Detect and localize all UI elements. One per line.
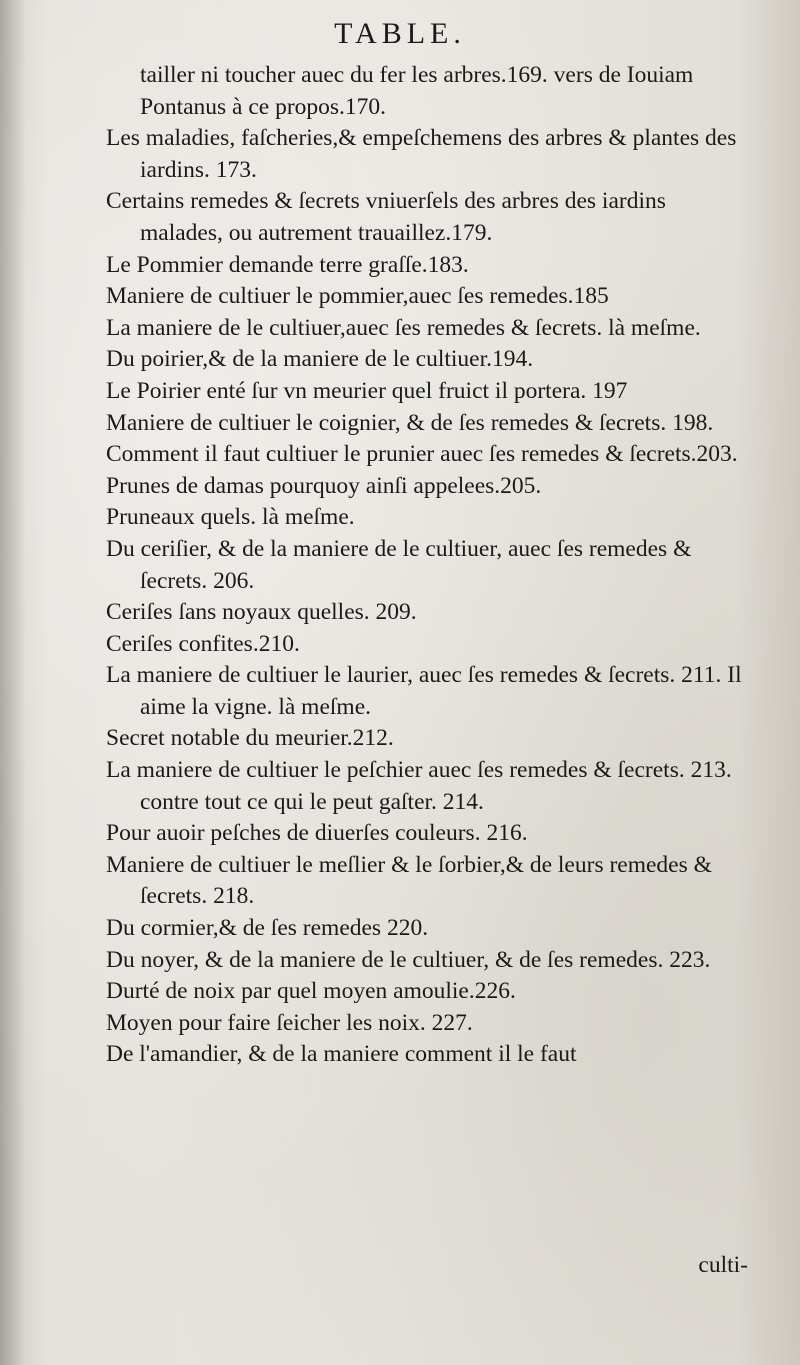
toc-entry: Durté de noix par quel moyen amoulie.226.	[106, 978, 516, 1005]
running-head-title: TABLE.	[334, 17, 466, 50]
toc-entry: Du poirier,& de la maniere de le cultiuer.194.	[106, 346, 534, 373]
toc-entry: Du noyer, & de la maniere de le cultiuer, & de ſes remedes. 223.	[106, 946, 711, 973]
toc-entry: La maniere de cultiuer le laurier, auec ſes remedes & ſecrets. 211. Il aime la vigne. là meſme.	[106, 662, 742, 720]
toc-entry: Les maladies, faſcheries,& empeſchemens des arbres & plantes des iardins. 173.	[106, 125, 737, 183]
toc-entry: De l'amandier, & de la maniere comment il le faut	[106, 1041, 577, 1068]
toc-entry: Prunes de damas pourquoy ainſi appelees.205.	[106, 472, 542, 499]
toc-entry: Pruneaux quels. là meſme.	[106, 504, 355, 531]
toc-entry: Maniere de cultiuer le coignier, & de ſes remedes & ſecrets. 198.	[106, 409, 714, 436]
toc-entry: La maniere de cultiuer le peſchier auec ſes remedes & ſecrets. 213. contre tout ce qui le peut gaſter. 214.	[106, 757, 732, 815]
table-of-contents-list	[106, 60, 750, 1071]
toc-entry: La maniere de le cultiuer,auec ſes remedes & ſecrets. là meſme.	[106, 314, 701, 341]
toc-entry: Secret notable du meurier.212.	[106, 725, 394, 752]
toc-entry: Ceriſes confites.210.	[106, 630, 300, 657]
toc-entry: Certains remedes & ſecrets vniuerſels des arbres des iardins malades, ou autrement trauaillez.179.	[106, 188, 666, 246]
toc-entry: Maniere de cultiuer le meſlier & le ſorbier,& de leurs remedes & ſecrets. 218.	[106, 851, 712, 910]
toc-entry: Du ceriſier, & de la maniere de le cultiuer, auec ſes remedes & ſecrets. 206.	[106, 535, 692, 594]
toc-entry: Moyen pour faire ſeicher les noix. 227.	[106, 1009, 473, 1036]
catchword: culti-	[698, 1252, 748, 1278]
toc-entry: Comment il faut cultiuer le prunier auec ſes remedes & ſecrets.203.	[106, 441, 738, 468]
toc-entry: Ceriſes ſans noyaux quelles. 209.	[106, 599, 417, 626]
toc-entry: tailler ni toucher auec du fer les arbres.169. vers de Iouiam Pontanus à ce propos.170.	[140, 62, 694, 120]
toc-entry: Le Pommier demande terre graſſe.183.	[106, 251, 469, 278]
toc-entry: Maniere de cultiuer le pommier,auec ſes remedes.185	[106, 283, 609, 310]
toc-entry: Pour auoir peſches de diuerſes couleurs. 216.	[106, 820, 528, 847]
toc-entry: Du cormier,& de ſes remedes 220.	[106, 915, 429, 942]
toc-entry: Le Poirier enté ſur vn meurier quel fruict il portera. 197	[106, 377, 628, 404]
